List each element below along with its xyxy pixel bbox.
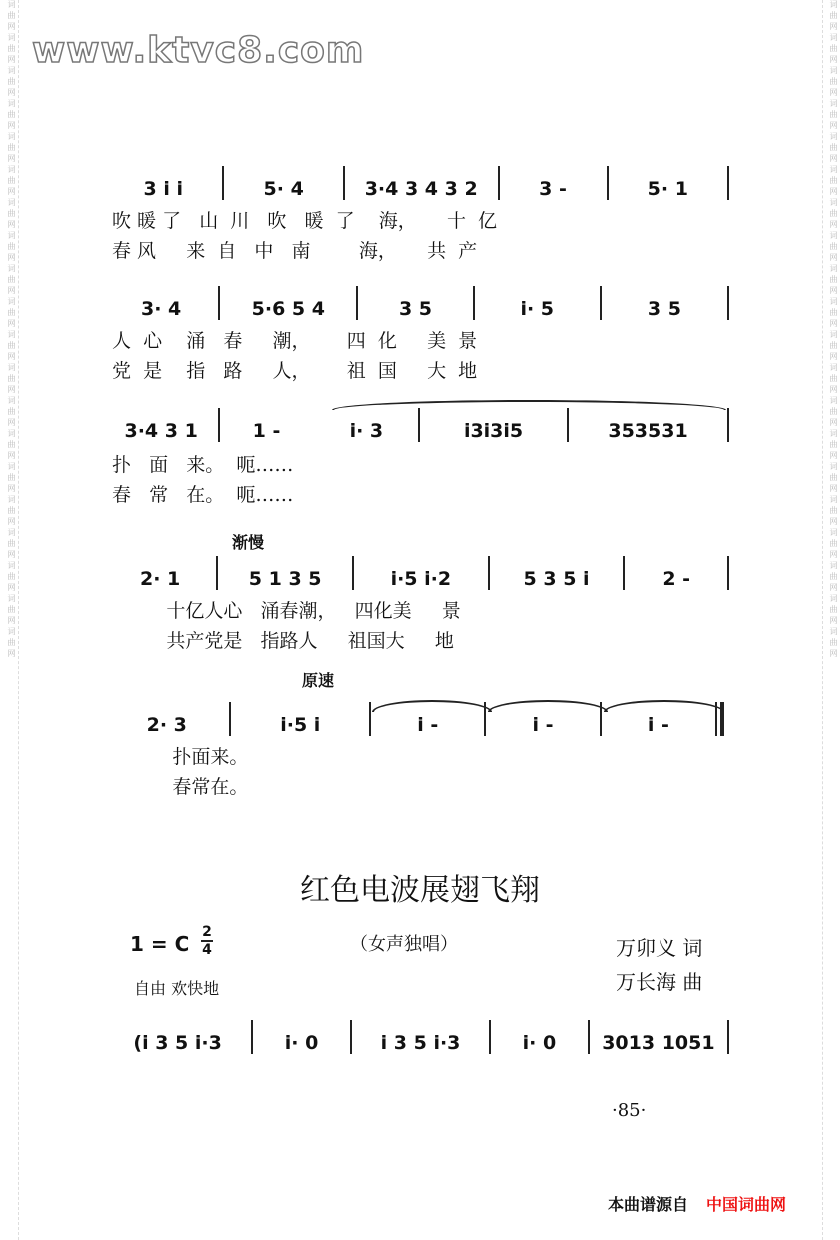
measure: i· 5	[520, 298, 555, 320]
measure: 2· 1	[140, 568, 181, 590]
lyric-line-1: 扑 面 来。 呃……	[112, 454, 294, 476]
measure: 2· 3	[146, 714, 187, 736]
measure: 5· 1	[647, 178, 688, 200]
measure: 3 5	[398, 298, 433, 320]
score-system-3	[112, 408, 732, 510]
key-signature: 1 = C	[130, 932, 190, 956]
lyricist: 万卯义 词	[616, 936, 703, 960]
lyric-line-1: 吹 暖 了 山 川 吹 暖 了 海， 十 亿	[112, 210, 498, 232]
voice-type: （女声独唱）	[350, 934, 458, 955]
composer: 万长海 曲	[616, 970, 703, 994]
measure: 3·4 3 4 3 2	[364, 178, 478, 200]
measure: i 3 5 i·3	[380, 1032, 461, 1054]
page-number: ·85·	[612, 1100, 647, 1121]
measure: 1 -	[252, 420, 281, 442]
lyric-line-2: 党 是 指 路 人， 祖 国 大 地	[112, 360, 478, 382]
measure: i·5 i	[280, 714, 321, 736]
lyric-line-2: 共产党是 指路人 祖国大 地	[112, 630, 454, 652]
lyric-line-2: 春 风 来 自 中 南 海， 共 产	[112, 240, 478, 262]
time-top: 2	[202, 924, 212, 940]
intro-staff	[112, 1020, 732, 1054]
right-margin-line	[822, 0, 823, 1240]
lyric-line-1: 扑面来。	[112, 746, 249, 768]
staff-2	[112, 286, 732, 320]
lyric-line-1: 人 心 涌 春 潮， 四 化 美 景	[112, 330, 478, 352]
staff-1	[112, 166, 732, 200]
measure: 2 -	[662, 568, 691, 590]
measure: 3· 4	[140, 298, 182, 320]
staff-4	[112, 556, 732, 590]
measure: i3i3i5	[463, 420, 524, 442]
side-watermark-right: 词曲网词曲网词曲网词曲网词曲网词曲网词曲网词曲网词曲网词曲网词曲网词曲网词曲网词曲网词曲网词曲网词曲网词曲网词曲网词曲网	[829, 0, 838, 660]
score-system-1	[112, 166, 732, 266]
watermark: www.ktvc8.com	[32, 30, 365, 71]
score-system-5	[112, 702, 732, 802]
measure: 3 5	[647, 298, 681, 320]
measure: i· 0	[284, 1032, 319, 1054]
measure: 353531	[608, 420, 688, 442]
left-margin-line	[18, 0, 19, 1240]
time-bottom: 4	[202, 942, 212, 958]
measure: i· 0	[522, 1032, 557, 1054]
measure: 5· 4	[263, 178, 304, 200]
staff-3	[112, 408, 732, 442]
measure: i -	[647, 714, 669, 736]
lyric-line-2: 春 常 在。 呃……	[112, 484, 294, 506]
measure: 3 -	[539, 178, 567, 200]
source-label: 本曲谱源自	[608, 1195, 689, 1214]
tempo-mark-yuansu: 原速	[302, 671, 335, 690]
intro-system	[112, 1020, 732, 1054]
score-system-4	[112, 556, 732, 656]
measure: i -	[417, 714, 439, 736]
time-signature	[201, 924, 213, 958]
lyric-line-2: 春常在。	[112, 776, 249, 798]
song-title: 红色电波展翅飞翔	[300, 873, 540, 908]
measure: i -	[532, 714, 554, 736]
measure: 3·4 3 1	[124, 420, 198, 442]
source-site-link[interactable]: 中国词曲网	[706, 1195, 787, 1214]
measure: 3013 1051	[602, 1032, 715, 1054]
measure: 5·6 5 4	[251, 298, 325, 320]
lyric-line-1: 十亿人心 涌春潮， 四化美 景	[112, 600, 461, 622]
measure: i·5 i·2	[390, 568, 452, 590]
slur	[332, 400, 726, 410]
score-system-2	[112, 286, 732, 386]
side-watermark-left: 词曲网词曲网词曲网词曲网词曲网词曲网词曲网词曲网词曲网词曲网词曲网词曲网词曲网词曲网词曲网词曲网词曲网词曲网词曲网词曲网	[7, 0, 16, 660]
measure: 3 i i	[143, 178, 183, 200]
measure: i· 3	[349, 420, 384, 442]
tempo-marking: 自由 欢快地	[134, 979, 220, 998]
source-credit	[608, 1192, 786, 1215]
measure: 5 3 5 i	[523, 568, 590, 590]
tempo-mark-jianman: 渐慢	[232, 533, 265, 552]
measure: (i 3 5 i·3	[133, 1032, 222, 1054]
measure: 5 1 3 5	[248, 568, 322, 590]
